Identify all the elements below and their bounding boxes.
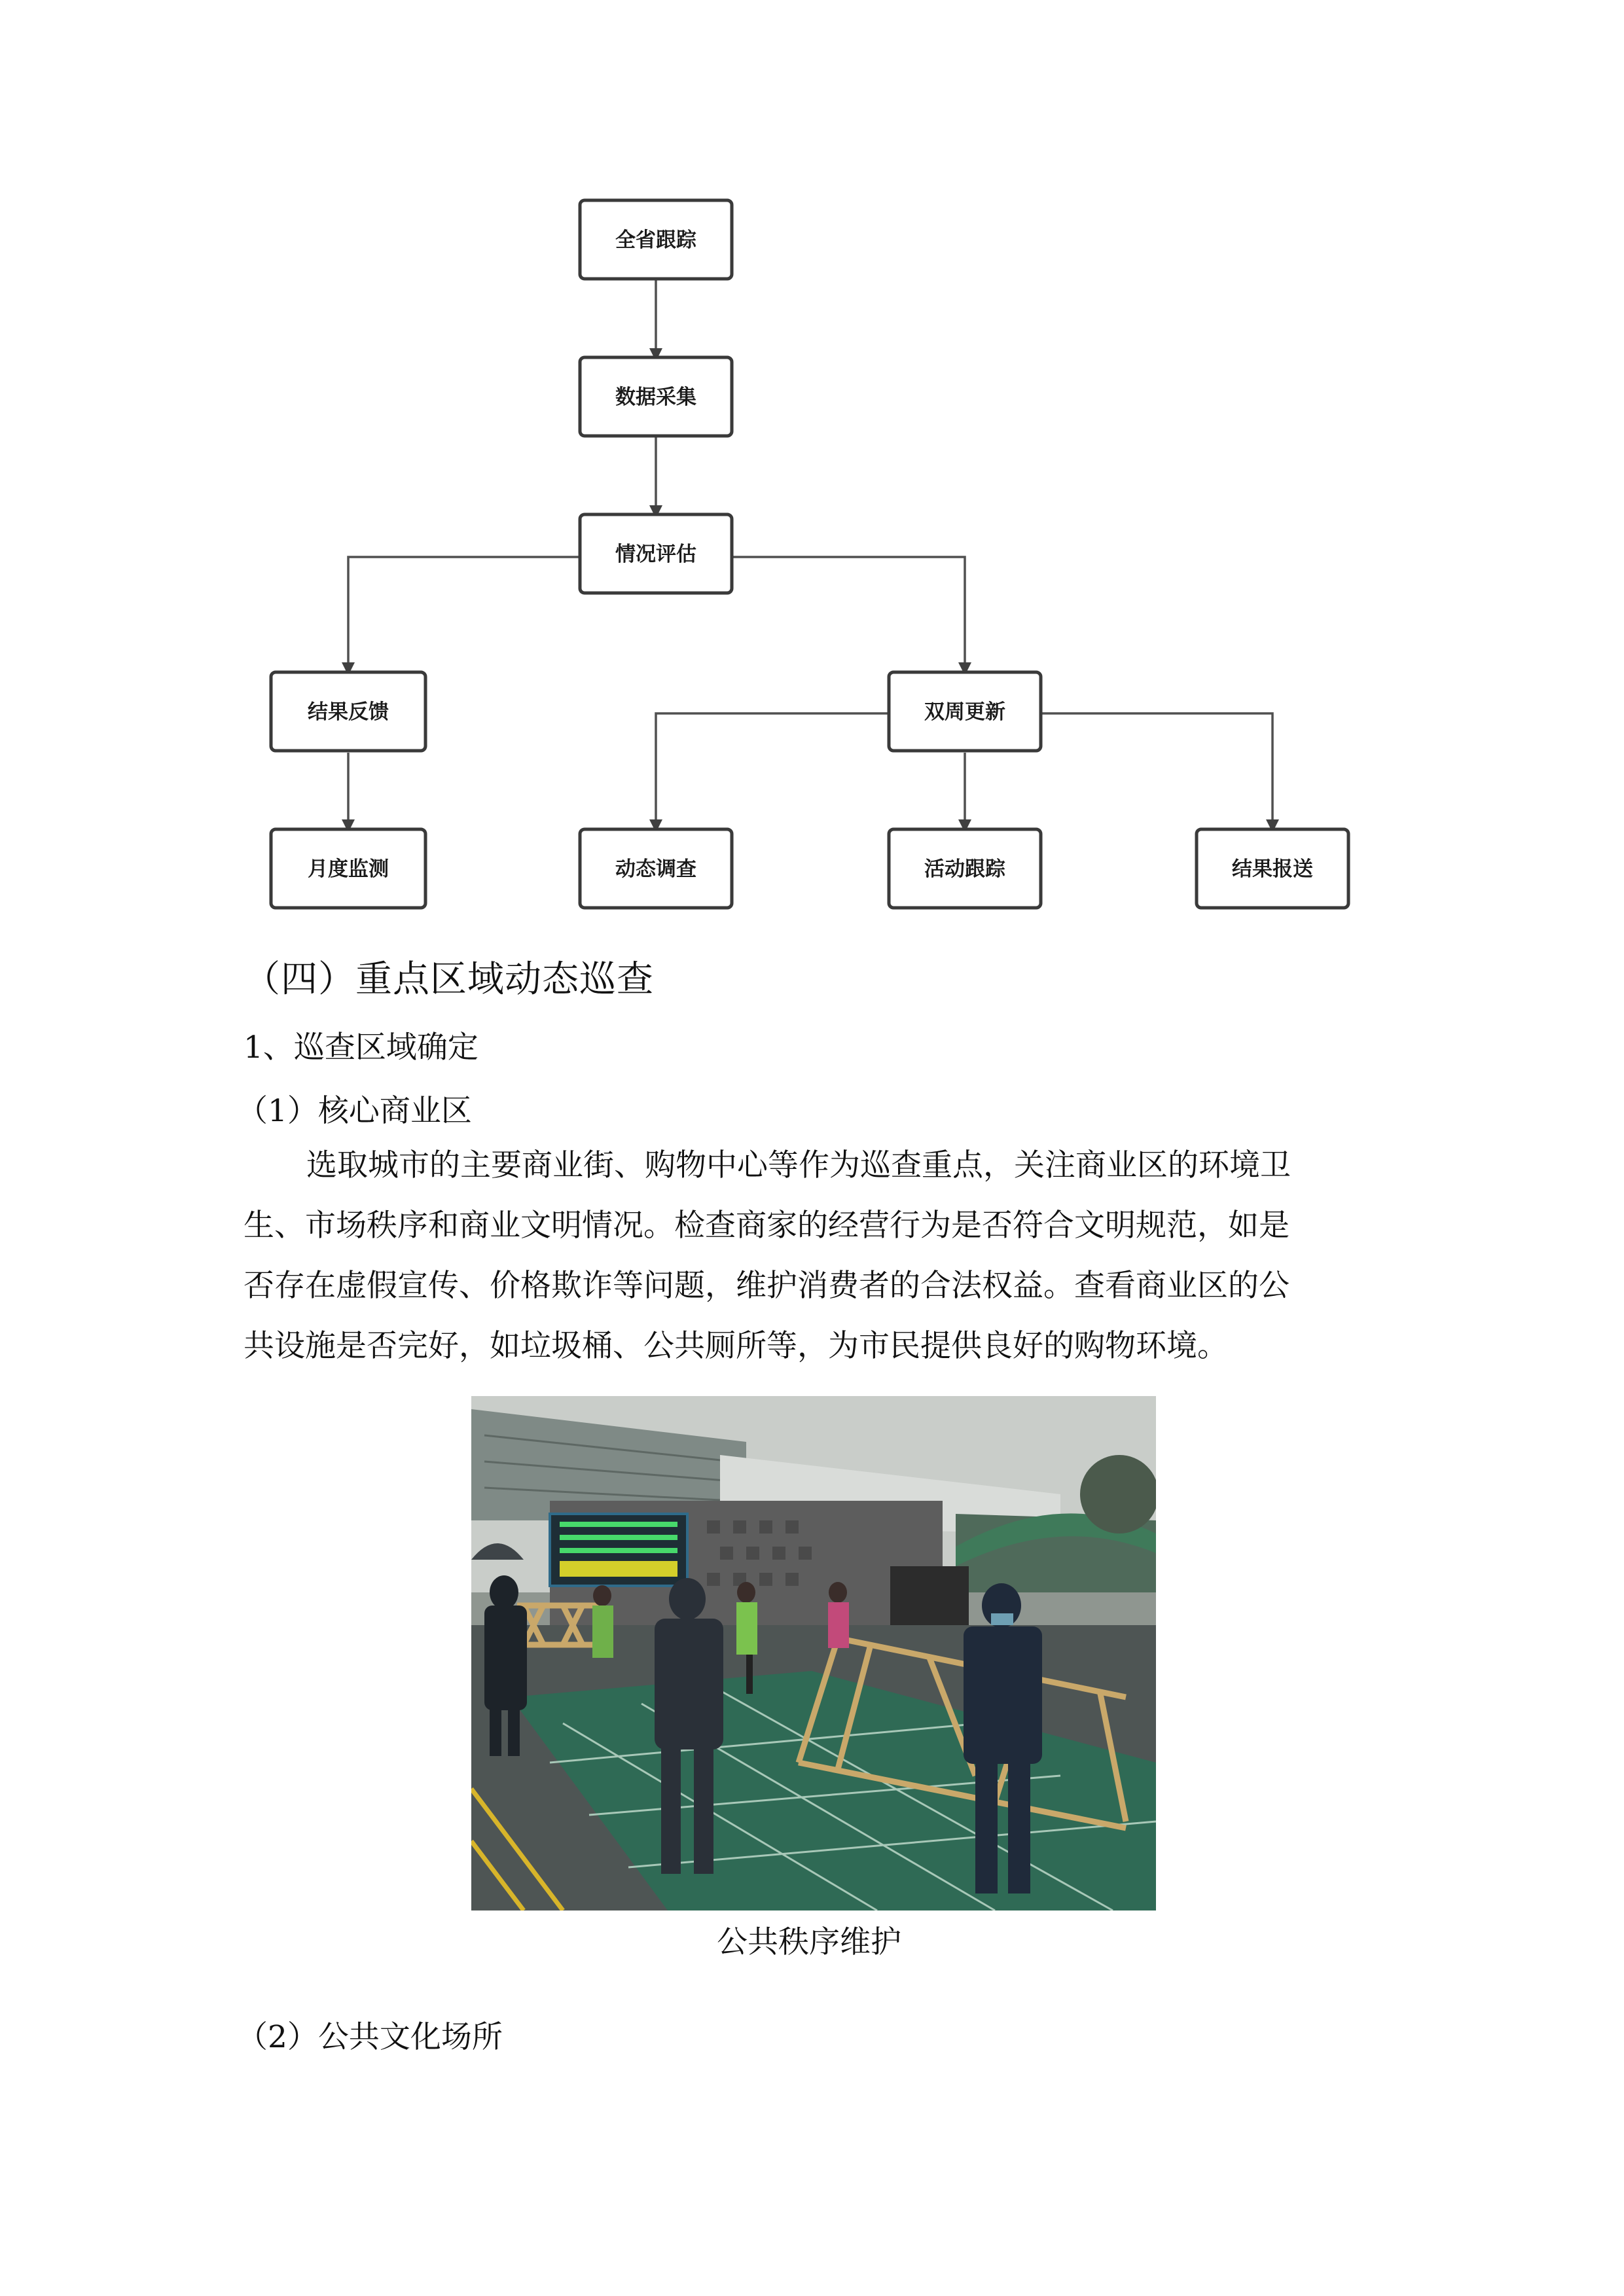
flowchart-edges: [342, 280, 1279, 833]
paragraph-line: 选取城市的主要商业街、购物中心等作为巡查重点，关注商业区的环境卫: [306, 1147, 1291, 1183]
flowchart-diagram: [0, 0, 1624, 929]
node-label: 结果报送: [1232, 857, 1313, 881]
node-label: 情况评估: [615, 543, 696, 566]
node-label: 活动跟踪: [924, 857, 1005, 881]
item-title-core-business: （1）核心商业区: [237, 1093, 472, 1129]
photo-illustration: [471, 1396, 1156, 1910]
node-result-feedback: [271, 672, 425, 751]
body-paragraph: [244, 1136, 1386, 1376]
node-label: 月度监测: [308, 857, 389, 881]
section-heading: （四）重点区域动态巡查: [244, 958, 654, 1001]
node-label: 双周更新: [924, 700, 1005, 724]
edge-biweekly-to-dynamic: [656, 713, 889, 823]
node-label: 结果反馈: [308, 700, 389, 724]
node-result-reporting: [1197, 829, 1348, 908]
node-biweekly-update: [889, 672, 1041, 751]
node-label: 数据采集: [615, 386, 696, 409]
node-monthly-monitoring: [271, 829, 425, 908]
photo-caption: 公共秩序维护: [717, 1924, 901, 1960]
node-label: 全省跟踪: [615, 228, 696, 252]
paragraph-line: 生、市场秩序和商业文明情况。检查商家的经营行为是否符合文明规范，如是: [244, 1208, 1290, 1244]
paragraph-line: 否存在虚假宣传、价格欺诈等问题，维护消费者的合法权益。查看商业区的公: [244, 1268, 1290, 1304]
node-provincial-tracking: [580, 200, 732, 279]
node-data-collection: [580, 357, 732, 436]
edge-biweekly-to-reporting: [1041, 713, 1272, 823]
node-situation-assessment: [580, 514, 732, 593]
node-label: 动态调查: [615, 857, 696, 881]
node-dynamic-survey: [580, 829, 732, 908]
item-title-public-culture: （2）公共文化场所: [237, 2019, 503, 2055]
paragraph-line: 共设施是否完好，如垃圾桶、公共厕所等，为市民提供良好的购物环境。: [244, 1328, 1228, 1364]
node-activity-tracking: [889, 829, 1041, 908]
public-order-photo: [471, 1396, 1156, 1910]
edge-assessment-to-feedback: [348, 557, 581, 666]
subsection-heading: 1、巡查区域确定: [244, 1030, 478, 1066]
edge-assessment-to-biweekly: [732, 557, 965, 666]
